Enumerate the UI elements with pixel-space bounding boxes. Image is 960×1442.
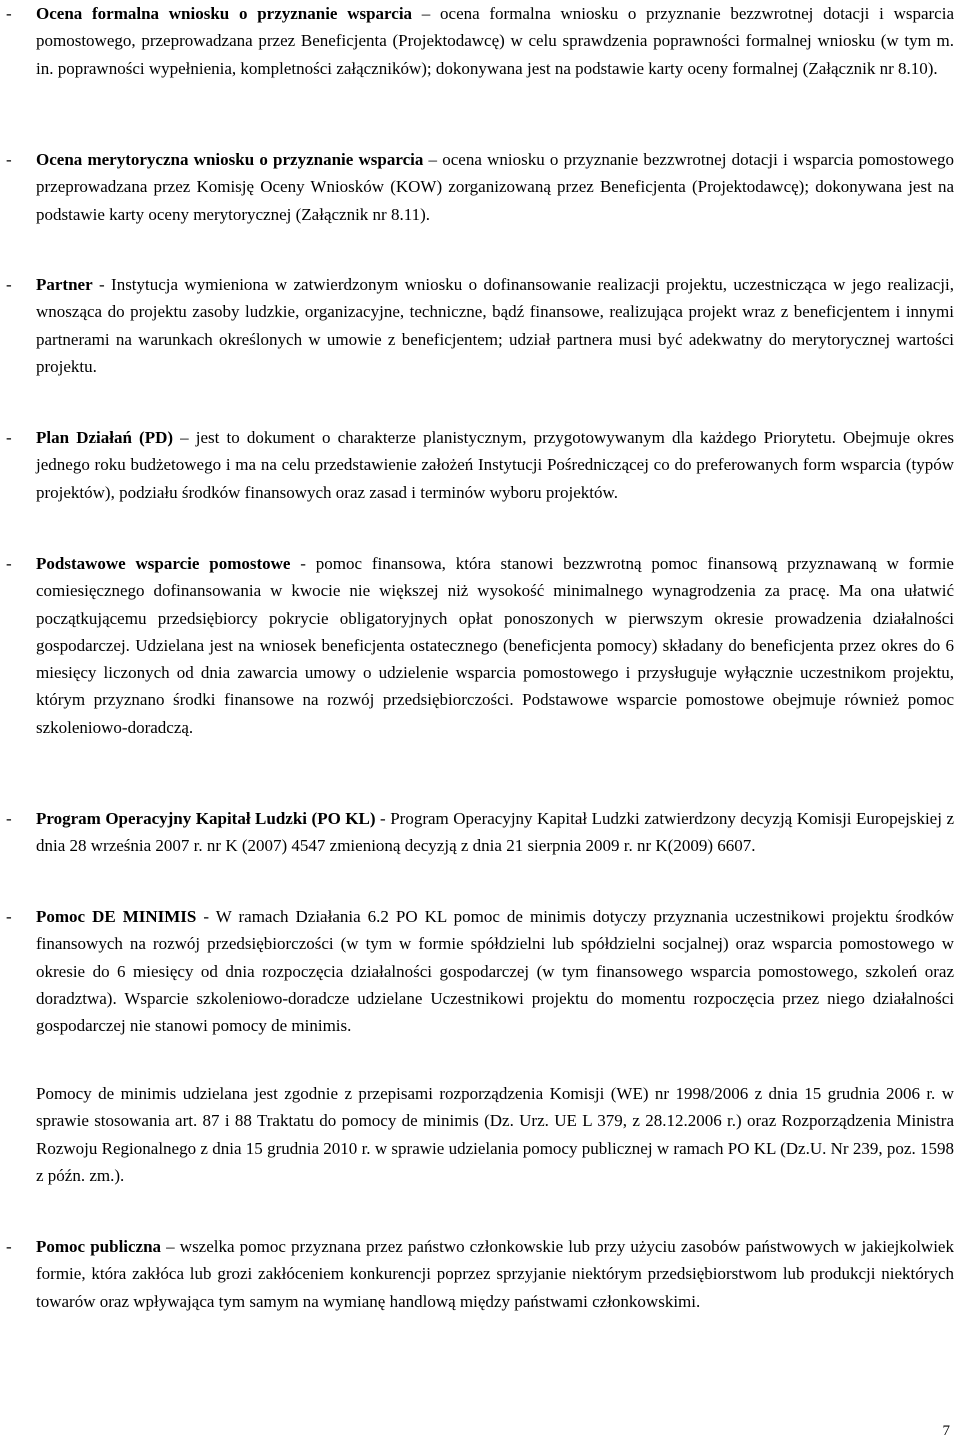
definition-text: - Program Operacyjny Kapitał Ludzki zatwierdzony decyzją Komisji Europejskiej z dnia 28 września 2007 r. nr K (2007) 4547 zmienioną decyzją z dnia 21 sierpnia 2009 r. nr K(2009) 6607. <box>36 809 954 856</box>
definition-text: - pomoc finansowa, która stanowi bezzwrotną pomoc finansową przyznawaną w formie comiesięcznego dofinansowania w kwocie nie większej niż wysokość minimalnego wynagrodzenia za pracę. Ma ona ułatwić początkującemu przedsiębiorcy pokrycie obligatoryjnych opłat ponoszonych w pierwszym okresie prowadzenia działalności gospodarczej. Udzielana jest na wniosek beneficjenta ostatecznego (beneficjenta pomocy) składany do beneficjenta przez okres do 6 miesięcy liczonych od dnia zawarcia umowy o udzielenie wsparcia pomostowego i przysługuje wyłącznie uczestnikom projektu, którym przyznano środki finansowe na rozwój przedsiębiorczości. Podstawowe wsparcie pomostowe obejmuje również pomoc szkoleniowo-doradczą. <box>36 554 954 737</box>
definition-term: Podstawowe wsparcie pomostowe <box>36 554 291 573</box>
definition-text: – jest to dokument o charakterze planistycznym, przygotowywanym dla każdego Priorytetu. Obejmuje okres jednego roku budżetowego i ma na celu przedstawienie założeń Instytucji Pośredniczącej co do preferowanych form wsparcia (typów projektów), podziału środków finansowych oraz zasad i terminów wyboru projektów. <box>36 428 954 502</box>
list-dash: - <box>6 554 12 573</box>
definition-text: – wszelka pomoc przyznana przez państwo członkowskie lub przy użyciu zasobów państwowych w jakiejkolwiek formie, która zakłóca lub grozi zakłóceniem konkurencji poprzez sprzyjanie niektórym przedsiębiorstwom lub produkcji niektórych towarów oraz wpływająca tym samym na wymianę handlową między państwami członkowskimi. <box>36 1237 954 1311</box>
definition-term: Program Operacyjny Kapitał Ludzki (PO KL) <box>36 809 376 828</box>
definition-body <box>36 805 954 860</box>
list-dash: - <box>6 809 12 828</box>
list-dash: - <box>6 150 12 169</box>
de-minimis-paragraph: Pomocy de minimis udzielana jest zgodnie z przepisami rozporządzenia Komisji (WE) nr 1998/2006 z dnia 15 grudnia 2006 r. w sprawie stosowania art. 87 i 88 Traktatu do pomocy de minimis (Dz. Urz. UE L 379, z 28.12.2006 r.) oraz Rozporządzenia Ministra Rozwoju Regionalnego z dnia 15 grudnia 2010 r. w sprawie udzielania pomocy publicznej w ramach PO KL (Dz.U. Nr 239, poz. 1598 z późn. zm.). <box>36 1084 954 1185</box>
list-dash: - <box>6 1237 12 1256</box>
definition-plan-dzialan <box>0 424 960 506</box>
definition-body <box>36 903 954 1039</box>
definition-term: Ocena merytoryczna wniosku o przyznanie wsparcia <box>36 150 424 169</box>
definition-ocena-formalna <box>0 0 960 82</box>
definition-partner <box>0 271 960 380</box>
definition-body <box>36 550 954 741</box>
list-dash: - <box>6 428 12 447</box>
definition-po-kl <box>0 805 960 860</box>
definition-body <box>36 424 954 506</box>
list-dash: - <box>6 4 12 23</box>
definition-text: - W ramach Działania 6.2 PO KL pomoc de minimis dotyczy przyznania uczestnikowi projektu środków finansowych na rozwój przedsiębiorczości (w tym w formie spółdzielni lub spółdzielni socjalnej) oraz wsparcia pomostowego w okresie do 6 miesięcy od dnia rozpoczęcia działalności gospodarczej (w tym finansowego wsparcia pomostowego, szkoleń oraz doradztwa). Wsparcie szkoleniowo-doradcze udzielane Uczestnikowi projektu do momentu rozpoczęcia przez niego działalności gospodarczej nie stanowi pomocy de minimis. <box>36 907 954 1036</box>
definition-term: Pomoc DE MINIMIS <box>36 907 197 926</box>
definition-text: - Instytucja wymieniona w zatwierdzonym wniosku o dofinansowanie realizacji projektu, uczestnicząca w jego realizacji, wnosząca do projektu zasoby ludzkie, organizacyjne, techniczne, bądź finansowe, realizująca projekt wraz z beneficjentem i innymi partnerami na warunkach określonych w umowie z beneficjentem; udział partnera musi być adekwatny do merytorycznej wartości projektu. <box>36 275 954 376</box>
definition-term: Plan Działań (PD) <box>36 428 174 447</box>
definition-body <box>36 1233 954 1315</box>
list-dash: - <box>6 275 12 294</box>
definition-body <box>36 0 954 82</box>
definition-term: Pomoc publiczna <box>36 1237 162 1256</box>
page-number: 7 <box>942 1423 950 1439</box>
definition-body <box>36 271 954 380</box>
definition-body <box>36 146 954 228</box>
definition-pomoc-publiczna <box>0 1233 960 1315</box>
definition-text: – ocena wniosku o przyznanie bezzwrotnej dotacji i wsparcia pomostowego przeprowadzana przez Komisję Oceny Wniosków (KOW) zorganizowaną przez Beneficjenta (Projektodawcę); dokonywana jest na podstawie karty oceny merytorycznej (Załącznik nr 8.11). <box>36 150 954 224</box>
definition-text: – ocena formalna wniosku o przyznanie bezzwrotnej dotacji i wsparcia pomostowego, przeprowadzana przez Beneficjenta (Projektodawcę) w celu sprawdzenia poprawności formalnej wniosku (w tym m. in. poprawności wypełnienia, kompletności załączników); dokonywana jest na podstawie karty oceny formalnej (Załącznik nr 8.10). <box>36 4 954 78</box>
definition-term: Partner <box>36 275 93 294</box>
definition-ocena-merytoryczna <box>0 146 960 228</box>
definition-podstawowe-wsparcie <box>0 550 960 741</box>
list-dash: - <box>6 907 12 926</box>
definition-term: Ocena formalna wniosku o przyznanie wsparcia <box>36 4 413 23</box>
definition-de-minimis <box>0 903 960 1039</box>
